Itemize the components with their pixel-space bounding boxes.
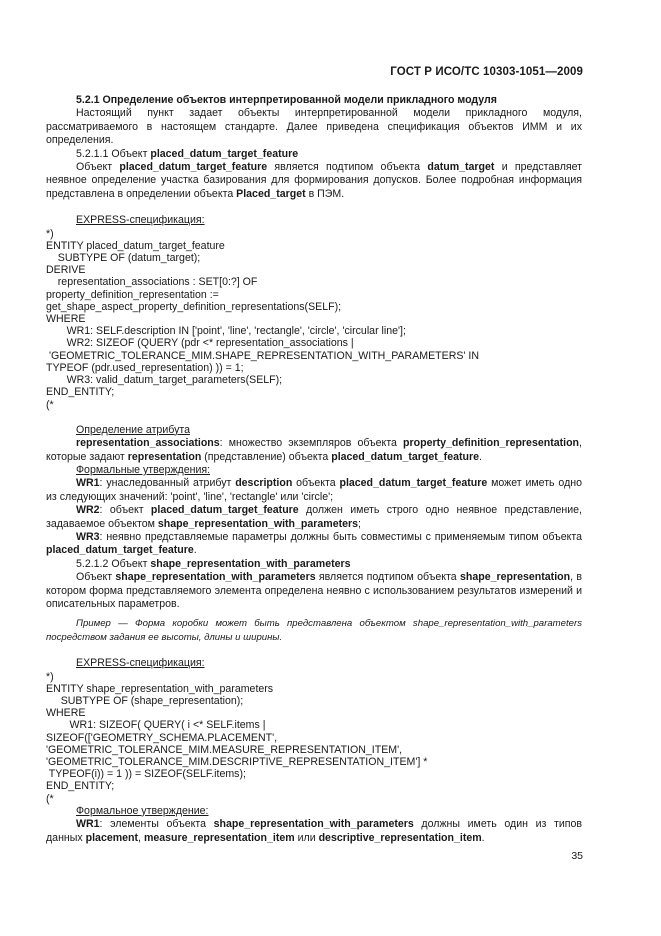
code-line: (* [46, 792, 54, 805]
pdtf-formal-label: Формальные утверждения: [76, 463, 211, 476]
code-line: TYPEOF (pdr.used_representation) )) = 1; [46, 361, 244, 374]
pdtf-express-code [46, 228, 582, 411]
code-line: END_ENTITY; [46, 386, 115, 399]
code-line: ENTITY shape_representation_with_parameters [46, 682, 274, 695]
srwp-formal-label: Формальное утверждение: [76, 804, 209, 817]
pdtf-express-label: EXPRESS-спецификация: [76, 214, 205, 227]
srwp-express-code [46, 671, 582, 805]
code-line: SUBTYPE OF (datum_target); [46, 252, 201, 265]
attr-def-label: Определение атрибута [76, 423, 191, 436]
code-line: SUBTYPE OF (shape_representation); [46, 695, 244, 708]
page-content [46, 94, 582, 845]
pdtf-wr2: WR2: объект placed_datum_target_feature должен иметь строго одно неявное представление, задаваемое объектом shape_representation_with_parameters; [46, 504, 582, 530]
code-line: WR1: SELF.description IN ['point', 'line', 'rectangle', 'circle', 'circular line']; [46, 325, 406, 338]
code-line: TYPEOF(i)) = 1 )) = SIZEOF(SELF.items); [46, 768, 246, 781]
pdtf-wr1: WR1: унаследованный атрибут description объекта placed_datum_target_feature может иметь одно из следующих значений: 'point', 'line', 'rectangle' или 'circle'; [46, 477, 582, 503]
code-line: representation_associations : SET[0:?] OF [46, 276, 258, 289]
code-line: WHERE [46, 707, 86, 720]
code-line: get_shape_aspect_property_definition_representations(SELF); [46, 300, 342, 313]
code-line: 'GEOMETRIC_TOLERANCE_MIM.SHAPE_REPRESENTATION_WITH_PARAMETERS' IN [46, 349, 479, 362]
code-line: WHERE [46, 313, 86, 326]
code-line: WR3: valid_datum_target_parameters(SELF); [46, 374, 283, 387]
code-line: *) [46, 227, 54, 240]
srwp-description: Объект shape_representation_with_parameters является подтипом объекта shape_representation, в котором форма представляемого элемента определена неявно с использованием результатов измерений и описательных параметров. [46, 571, 582, 610]
pdtf-heading: 5.2.1.1 Объект placed_datum_target_feature [76, 147, 299, 160]
srwp-example: Пример — Форма коробки может быть представлена объектом shape_representation_with_parameters посредством задания ее высоты, длины и ширины. [46, 618, 582, 643]
section-title: 5.2.1 Определение объектов интерпретированной модели прикладного модуля [76, 94, 497, 106]
code-line: END_ENTITY; [46, 780, 115, 793]
pdtf-description: Объект placed_datum_target_feature является подтипом объекта datum_target и представляет неявное определение участка базирования для формирования допусков. Более подробная информация представлена в определении объекта Placed_target в ПЭМ. [46, 161, 582, 200]
code-line: property_definition_representation := [46, 288, 219, 301]
pdtf-wr3: WR3: неявно представляемые параметры должны быть совместимы с применяемым типом объекта placed_datum_target_feature. [46, 530, 582, 557]
code-line: ENTITY placed_datum_target_feature [46, 239, 225, 252]
code-line: WR2: SIZEOF (QUERY (pdr <* representation_associations | [46, 337, 354, 350]
code-line: 'GEOMETRIC_TOLERANCE_MIM.DESCRIPTIVE_REPRESENTATION_ITEM'] * [46, 756, 428, 769]
code-line: 'GEOMETRIC_TOLERANCE_MIM.MEASURE_REPRESENTATION_ITEM', [46, 743, 403, 756]
srwp-wr1: WR1: элементы объекта shape_representation_with_parameters должны иметь один из типов данных placement, measure_representation_item или descriptive_representation_item. [46, 818, 583, 844]
code-line: *) [46, 670, 54, 683]
page-number: 35 [571, 850, 583, 862]
section-intro: Настоящий пункт задает объекты интерпретированной модели прикладного модуля, рассматриваемого в настоящем стандарте. Далее приведена спецификация объектов ИММ и их определения. [46, 107, 582, 147]
code-line: SIZEOF(['GEOMETRY_SCHEMA.PLACEMENT', [46, 731, 278, 744]
srwp-express-label: EXPRESS-спецификация: [76, 657, 205, 670]
code-line: (* [46, 398, 54, 411]
attr-def-text: representation_associations: множество экземпляров объекта property_definition_representation, которые задают representation (представление) объекта placed_datum_target_feature. [46, 437, 582, 463]
document-header: ГОСТ Р ИСО/ТС 10303-1051—2009 [390, 66, 583, 78]
code-line: WR1: SIZEOF( QUERY( i <* SELF.items | [46, 719, 266, 732]
srwp-heading: 5.2.1.2 Объект shape_representation_with_parameters [76, 557, 351, 570]
code-line: DERIVE [46, 264, 86, 277]
